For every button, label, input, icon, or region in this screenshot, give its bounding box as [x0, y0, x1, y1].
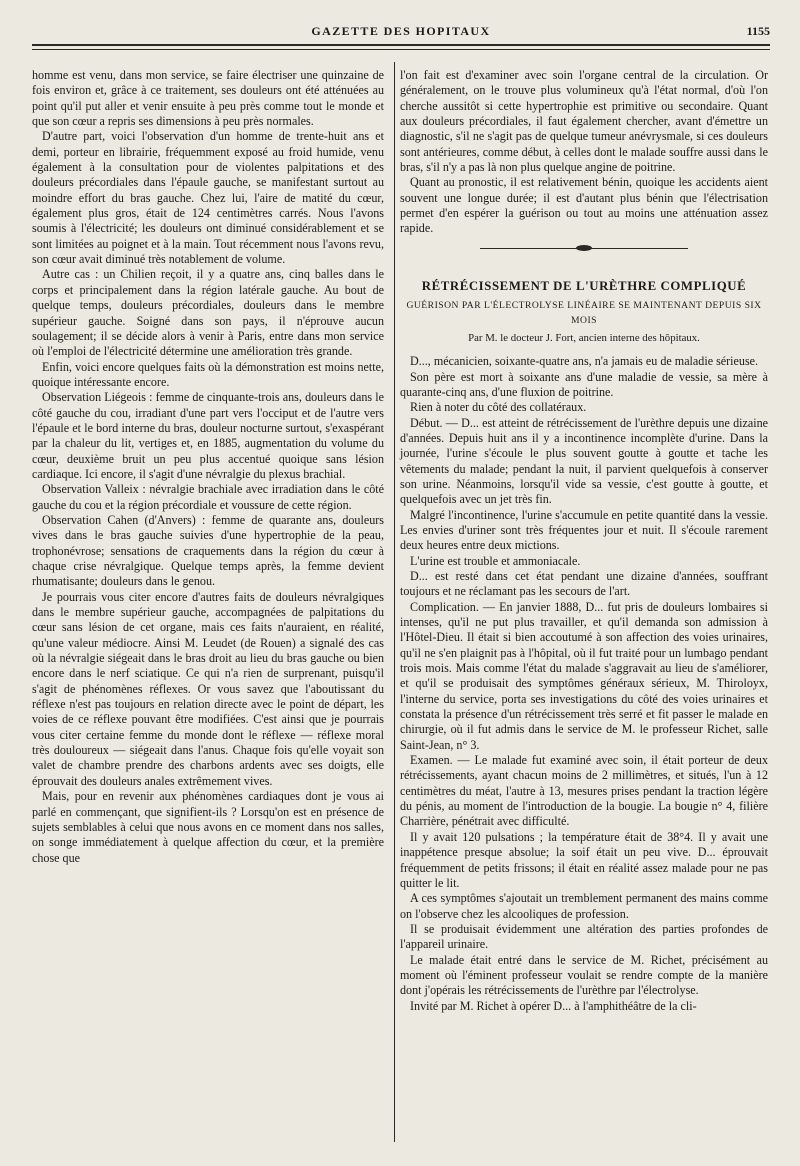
article-author: Par M. le docteur J. Fort, ancien interne des hôpitaux.: [468, 331, 700, 344]
paragraph: Quant au pronostic, il est relativement bénin, quoique les accidents aient souvent une longue durée; il est d'autant plus bénin que l'électrisation permet d'en espérer la guérison ou tout au moins une atténuation assez rapide.: [400, 175, 768, 236]
article-subtitle: GUÉRISON PAR L'ÉLECTROLYSE LINÉAIRE SE MAINTENANT DEPUIS SIX MOIS: [406, 300, 762, 327]
paragraph: Observation Liégeois : femme de cinquante-trois ans, douleurs dans le côté gauche du cou, irradiant d'une part vers l'occiput et de l'autre vers l'épaule et le bord interne du bras, douleur nocturne surtout, s'exaspérant par la chaleur du lit, vertiges et, en 1885, augmentation du volume du cœur, deuxième bruit un peu plus accentué quoique sans lésion cardiaque. Ici encore, il s'agit d'une névralgie du plexus brachial.: [32, 390, 384, 481]
paragraph: l'on fait est d'examiner avec soin l'organe central de la circulation. Or généralement, on le trouve plus volumineux qu'à l'état normal, d'où l'on cherche aussitôt si cette hypertrophie est primitive ou secondaire. Quant aux douleurs précordiales, il faut également chercher, avant d'émettre un diagnostic, s'il ne s'agit pas de quelque tumeur anévrysmale, si ces douleurs sont antérieures, comme début, à celles dont le malade souffre aussi dans le bras, s'il n'y a pas là non plus quelque angine de poitrine.: [400, 68, 768, 175]
paragraph: Il y avait 120 pulsations ; la température était de 38°4. Il y avait une inappétence presque absolue; la soif était un peu vive. D... éprouvait fréquemment de petits frissons; il était en réalité assez malade pour ne pas quitter le lit.: [400, 829, 768, 890]
paragraph: Je pourrais vous citer encore d'autres faits de douleurs névralgiques dans le membre supérieur gauche, accompagnées de palpitations du cœur sans lésion de cet organe, mais ces faits n'auraient, en réalité, qu'une valeur médiocre. Ainsi M. Leudet (de Rouen) a signalé des cas où la névralgie siégeait dans le bras droit au lieu du bras gauche ou bien encore dans le nerf sciatique. Ce qui n'a rien de surprenant, puisqu'il s'agit de phénomènes réflexes. Or vous savez que l'aboutissant du réflexe n'est pas toujours en relation directe avec le point de départ, les voies de ce réflexe pouvant être modifiées. C'est ainsi que je pourrais vous citer certaine femme du monde dont le réflexe — réflexe moral très douloureux — siégeait dans l'anus. Chaque fois qu'elle voyait son valet de chambre prendre des charbons ardents avec ses doigts, elle éprouvait des douleurs anales extrêmement vives.: [32, 589, 384, 788]
paragraph: Le malade était entré dans le service de M. Richet, précisément au moment où l'éminent professeur voulait se rendre compte de la manière dont j'opérais les rétrécissements de l'urèthre par l'électrolyse.: [400, 952, 768, 998]
paragraph: D... est resté dans cet état pendant une dizaine d'années, souffrant toujours et ne réclamant pas les secours de l'art.: [400, 568, 768, 599]
header-rule-thin: [32, 49, 770, 50]
right-column: [400, 68, 768, 1014]
paragraph: Invité par M. Richet à opérer D... à l'amphithéâtre de la cli-: [410, 998, 697, 1013]
paragraph: Mais, pour en revenir aux phénomènes cardiaques dont je vous ai parlé en commençant, que signifient-ils ? Lorsqu'on est en présence de sujets semblables à celui que nous avons en ce moment dans nos salles, on songe immédiatement à quelque affection du cœur, et la première chose que: [32, 789, 384, 865]
left-column: [32, 68, 384, 866]
paragraph: D..., mécanicien, soixante-quatre ans, n'a jamais eu de maladie sérieuse.: [410, 354, 759, 369]
paragraph: Examen. — Le malade fut examiné avec soin, il était porteur de deux rétrécissements, ayant chacun moins de 2 millimètres, et situés, l'un à 12 centimètres du méat, l'autre à 13, mesures prises pendant la traction légère du pénis, au moment de l'introduction de la bougie. La bougie n° 4, filière Charrière, pénétrait avec difficulté.: [400, 753, 768, 829]
paragraph: Début. — D... est atteint de rétrécissement de l'urèthre depuis une dizaine d'années. Depuis huit ans il y a incontinence incomplète d'urine. Dans la journée, l'urine s'écoule le plus souvent goutte à goutte et tache les vêtements du malade; pendant la nuit, il parvient quelquefois à conserver son urine. Néanmoins, lorsqu'il vide sa vessie, c'est goutte à goutte, et quelquefois avec un jet très fin.: [400, 415, 768, 507]
header-rule-thick: [32, 44, 770, 46]
paragraph: Malgré l'incontinence, l'urine s'accumule en petite quantité dans la vessie. Les envies d'uriner sont très fréquentes jour et nuit. Il s'écoule rarement deux heures entre deux mictions.: [400, 507, 768, 553]
paragraph: A ces symptômes s'ajoutait un tremblement permanent des mains comme on l'observe chez les alcooliques de profession.: [400, 891, 768, 921]
paragraph: L'urine est trouble et ammoniacale.: [410, 553, 581, 568]
paragraph: Observation Valleix : névralgie brachiale avec irradiation dans le côté gauche du cou et la région précordiale et voussure de cette région.: [32, 482, 384, 512]
paragraph: D'autre part, voici l'observation d'un homme de trente-huit ans et demi, porteur en librairie, fréquemment exposé au froid humide, venu également à la consultation pour de violentes palpitations et des douleurs précordiales dans l'épaule gauche, se manifestant surtout au moindre effort du bras gauche. Chez lui, l'aire de matité du cœur, également plus gros, était de 124 centimètres carrés. Nous l'avons soumis à l'électricité; les douleurs ont diminué considérablement et se sont limitées au poignet et à la main. Tout récemment nous l'avons revu, son cœur avait diminué très notablement de volume.: [32, 129, 384, 267]
paragraph: Observation Cahen (d'Anvers) : femme de quarante ans, douleurs vives dans le bras gauche suivies d'une hypertrophie de la peau, trophonévrose; sensations de craquements dans la région du cœur à chaque crise névralgique. Quelque temps après, la femme devient rhumatisante; douleurs dans le genou.: [32, 512, 384, 589]
paragraph: Autre cas : un Chilien reçoit, il y a quatre ans, cinq balles dans le corps et principalement dans la région latérale gauche. Au bout de quelque temps, douleurs précordiales, douleurs dans le membre supérieur gauche. Soigné dans son pays, il n'éprouve aucun soulagement; il se décide alors à venir à Paris, entre dans mon service où l'emploi de l'électricité détermine une amélioration très grande.: [32, 267, 384, 359]
paragraph: Rien à noter du côté des collatéraux.: [410, 400, 587, 415]
paragraph: homme est venu, dans mon service, se faire électriser une quinzaine de fois environ et, grâce à ce traitement, ses douleurs ont été atténuées au point qu'il put aller et venir ensuite à peu près comme tout le monde et que son cœur a repris ses dimensions à peu près normales.: [32, 68, 384, 129]
section-separator: [400, 245, 768, 253]
journal-title: GAZETTE DES HOPITAUX: [311, 24, 491, 38]
article-title: RÉTRÉCISSEMENT DE L'URÈTHRE COMPLIQUÉ: [421, 278, 747, 293]
page-number: 1155: [746, 24, 770, 38]
paragraph: Enfin, voici encore quelques faits où la démonstration est moins nette, quoique intéressante encore.: [32, 359, 384, 389]
page-header: [32, 24, 770, 44]
paragraph: Complication. — En janvier 1888, D... fut pris de douleurs lombaires si intenses, qu'il ne put plus travailler, et qu'il demanda son admission à l'Hôtel-Dieu. Il était si bien accoutumé à son affection des voies urinaires, qu'il ne s'en plaignit pas à l'hôpital, où il fut traité pour un lumbago pendant trois mois. Mais comme l'état du malade s'aggravait au lieu de s'améliorer, et qu'il se produisait des symptômes généraux sérieux, M. Thiroloyx, l'interne du service, porta ses investigations du côté des voies urinaires et constata la présence d'un rétrécissement très serré et fit passer le malade en chirurgie, où il fut admis dans le service de M. le professeur Richet, salle Saint-Jean, n° 3.: [400, 599, 768, 752]
column-divider: [394, 62, 395, 1142]
paragraph: Il se produisait évidemment une altération des parties profondes de l'appareil urinaire.: [400, 921, 768, 952]
paragraph: Son père est mort à soixante ans d'une maladie de vessie, sa mère à quarante-cinq ans, d'une fluxion de poitrine.: [400, 369, 768, 399]
